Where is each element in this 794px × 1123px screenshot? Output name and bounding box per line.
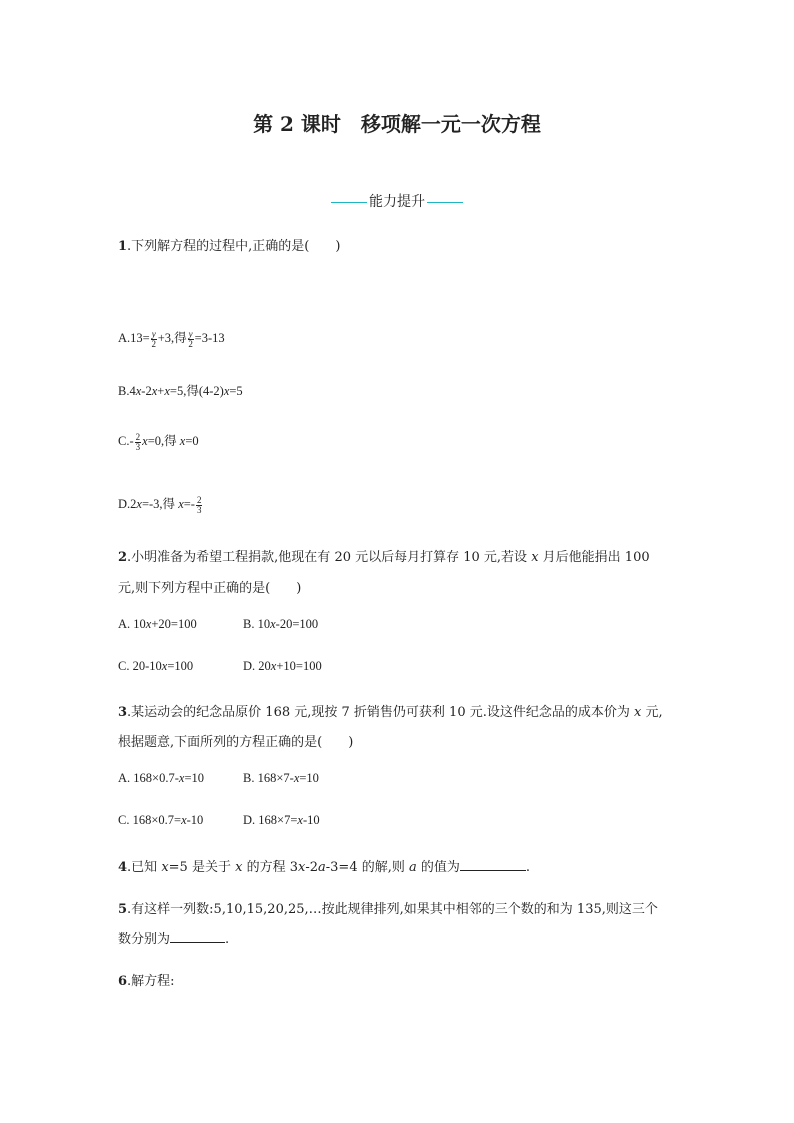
fraction: $\frac{2}{3}$ [196, 494, 202, 515]
question-number: 6 [118, 974, 128, 989]
question-1-option-d: D.2x=-3,得 x=- $\frac{2}{3}$ [118, 494, 202, 515]
section-rule-right [427, 202, 463, 203]
page-title: 第 2 课时 移项解一元一次方程 [253, 112, 541, 136]
question-3-option-b: B. 168×7-x=10 [243, 771, 319, 785]
question-4-stem: 4.已知 x=5 是关于 x 的方程 3x-2a-3=4 的解,则 a 的值为 . [118, 860, 531, 875]
question-1-option-b: B.4x-2x+x=5,得(4-2)x=5 [118, 384, 243, 398]
question-2-option-b: B. 10x-20=100 [243, 617, 319, 631]
fraction: $\frac{y}{2}$ [151, 328, 156, 349]
question-1-option-c: C.- $\frac{2}{3}$ x=0,得 x=0 [118, 431, 199, 452]
question-1-option-a: A.13= $\frac{y}{2}$ +3,得 $\frac{y}{2}$ =3-13 [118, 328, 225, 349]
fraction: $\frac{y}{2}$ [188, 328, 193, 349]
question-2-option-d: D. 20x+10=100 [243, 659, 322, 673]
question-2-stem-line-2: 元,则下列方程中正确的是( ) [118, 581, 302, 596]
answer-blank[interactable] [170, 942, 225, 943]
question-5-stem-line-1: 5.有这样一列数:5,10,15,20,25,…按此规律排列,如果其中相邻的三个数的和为 135,则这三个 [118, 902, 658, 917]
fraction: $\frac{2}{3}$ [135, 431, 141, 452]
question-2-option-a: A. 10x+20=100 [118, 617, 197, 631]
question-6-stem: 6.解方程: [118, 974, 175, 989]
section-label: 能力提升 [369, 194, 425, 210]
question-text: .下列解方程的过程中,正确的是( ) [127, 239, 341, 254]
question-1-stem [118, 235, 340, 254]
section-rule-left [331, 202, 367, 203]
question-number: 3 [118, 705, 128, 720]
question-3-stem-line-2: 根据题意,下面所列的方程正确的是( ) [118, 735, 354, 750]
answer-blank[interactable] [460, 870, 526, 871]
question-3-option-c: C. 168×0.7=x-10 [118, 813, 204, 827]
question-number: 5 [118, 902, 128, 917]
section-heading [0, 191, 794, 211]
question-2-option-c: C. 20-10x=100 [118, 659, 194, 673]
question-3-option-d: D. 168×7=x-10 [243, 813, 320, 827]
question-3-option-a: A. 168×0.7-x=10 [118, 771, 204, 785]
question-2-stem-line-1: 2.小明准备为希望工程捐款,他现在有 20 元以后每月打算存 10 元,若设 x 月后他能捐出 100 [118, 550, 650, 565]
question-number: 2 [118, 550, 128, 565]
question-number: 1 [118, 239, 128, 254]
question-number: 4 [118, 860, 128, 875]
question-3-stem-line-1: 3.某运动会的纪念品原价 168 元,现按 7 折销售仍可获利 10 元.设这件纪念品的成本价为 x 元, [118, 705, 663, 720]
question-5-stem-line-2: 数分别为 . [118, 932, 230, 947]
